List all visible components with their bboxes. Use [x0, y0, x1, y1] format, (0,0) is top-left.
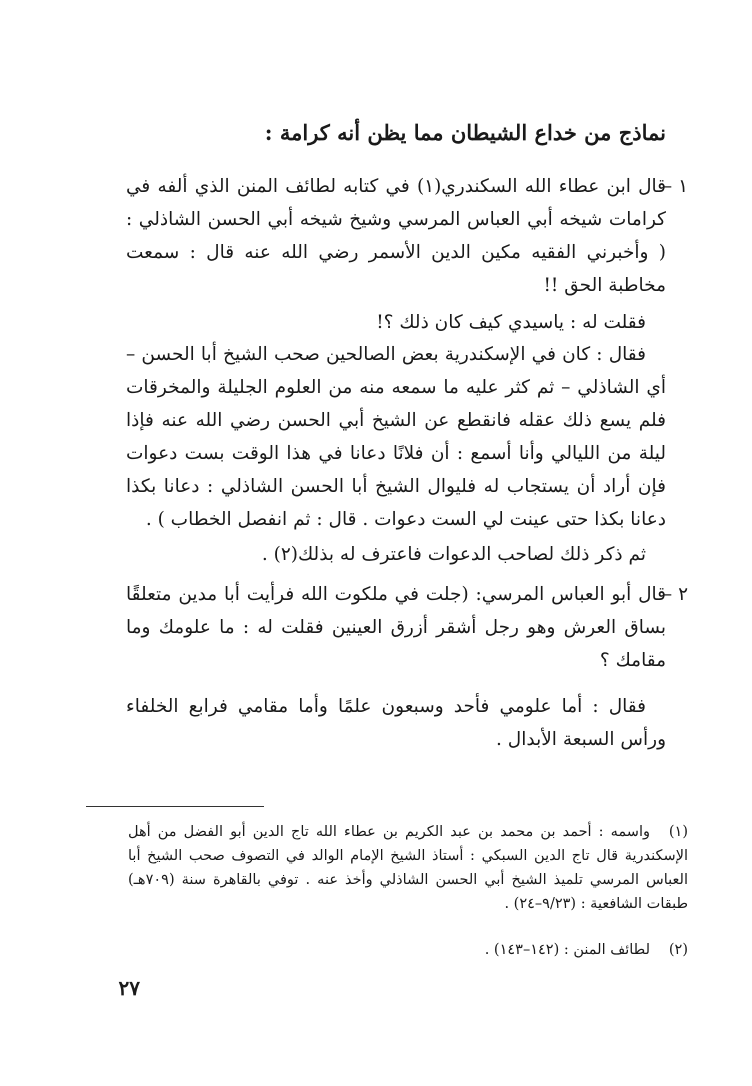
footnote-2-text: لطائف المنن : (١٤٢–١٤٣) . [484, 942, 650, 958]
item-number-2: ٢ – [662, 584, 688, 605]
dialogue-conclusion: ثم ذكر ذلك لصاحب الدعوات فاعترف له بذلك(٢) . [261, 544, 646, 565]
page-number: ٢٧ [118, 976, 140, 1000]
item-number-1: ١ – [662, 176, 688, 197]
footnote-divider [86, 806, 264, 807]
section-heading: نماذج من خداع الشيطان مما يظن أنه كرامة : [264, 120, 666, 145]
footnote-1 [128, 820, 688, 916]
item-1-paragraph: قال ابن عطاء الله السكندري(١) في كتابه لطائف المنن الذي ألفه في كرامات شيخه أبي العباس المرسي وشيخ شيخه أبي الحسن الشاذلي : ( وأخبرني الفقيه مكين الدين الأسمر رضي الله عنه قال : سمعت مخاطبة الحق !! [126, 176, 666, 296]
footnote-1-text: واسمه : أحمد بن محمد بن عبد الكريم بن عطاء الله تاج الدين أبو الفضل من أهل الإسكندرية قال تاج الدين السبكي : أستاذ الشيخ الإمام الوالد في التصوف صحب الشيخ أبا العباس المرسي تلميذ الشيخ أبي الحسن الشاذلي وأخذ عنه . توفي بالقاهرة سنة (٧٠٩هـ) طبقات الشافعية : (٩/٢٣–٢٤) . [128, 824, 688, 912]
item-2-paragraph: قال أبو العباس المرسي: (جلت في ملكوت الله فرأيت أبا مدين متعلقًا بساق العرش وهو رجل أشقر أزرق العينين فقلت له : ما علومك وما مقامك ؟ [126, 584, 666, 671]
footnote-2-marker: (٢) [668, 942, 688, 958]
dialogue-answer: فقال : كان في الإسكندرية بعض الصالحين صحب الشيخ أبا الحسن – أي الشاذلي – ثم كثر عليه ما سمعه منه من العلوم الجليلة والمخرقات فلم يسع ذلك عقله فانقطع عن الشيخ أبي الحسن رضي الله عنه فإذا ليلة من الليالي وأنا أسمع : أن فلانًا دعانا في هذا الوقت بست دعوات فإن أراد أن يستجاب له فليوال الشيخ أبا الحسن الشاذلي : دعانا بكذا دعانا بكذا حتى عينت لي الست دعوات . قال : ثم انفصل الخطاب ) . [126, 344, 666, 530]
item-2-reply: فقال : أما علومي فأحد وسبعون علمًا وأما مقامي فرابع الخلفاء ورأس السبعة الأبدال . [126, 696, 666, 750]
footnote-2 [128, 938, 688, 962]
dialogue-question: فقلت له : ياسيدي كيف كان ذلك ؟! [376, 312, 646, 333]
footnote-1-marker: (١) [668, 824, 688, 840]
